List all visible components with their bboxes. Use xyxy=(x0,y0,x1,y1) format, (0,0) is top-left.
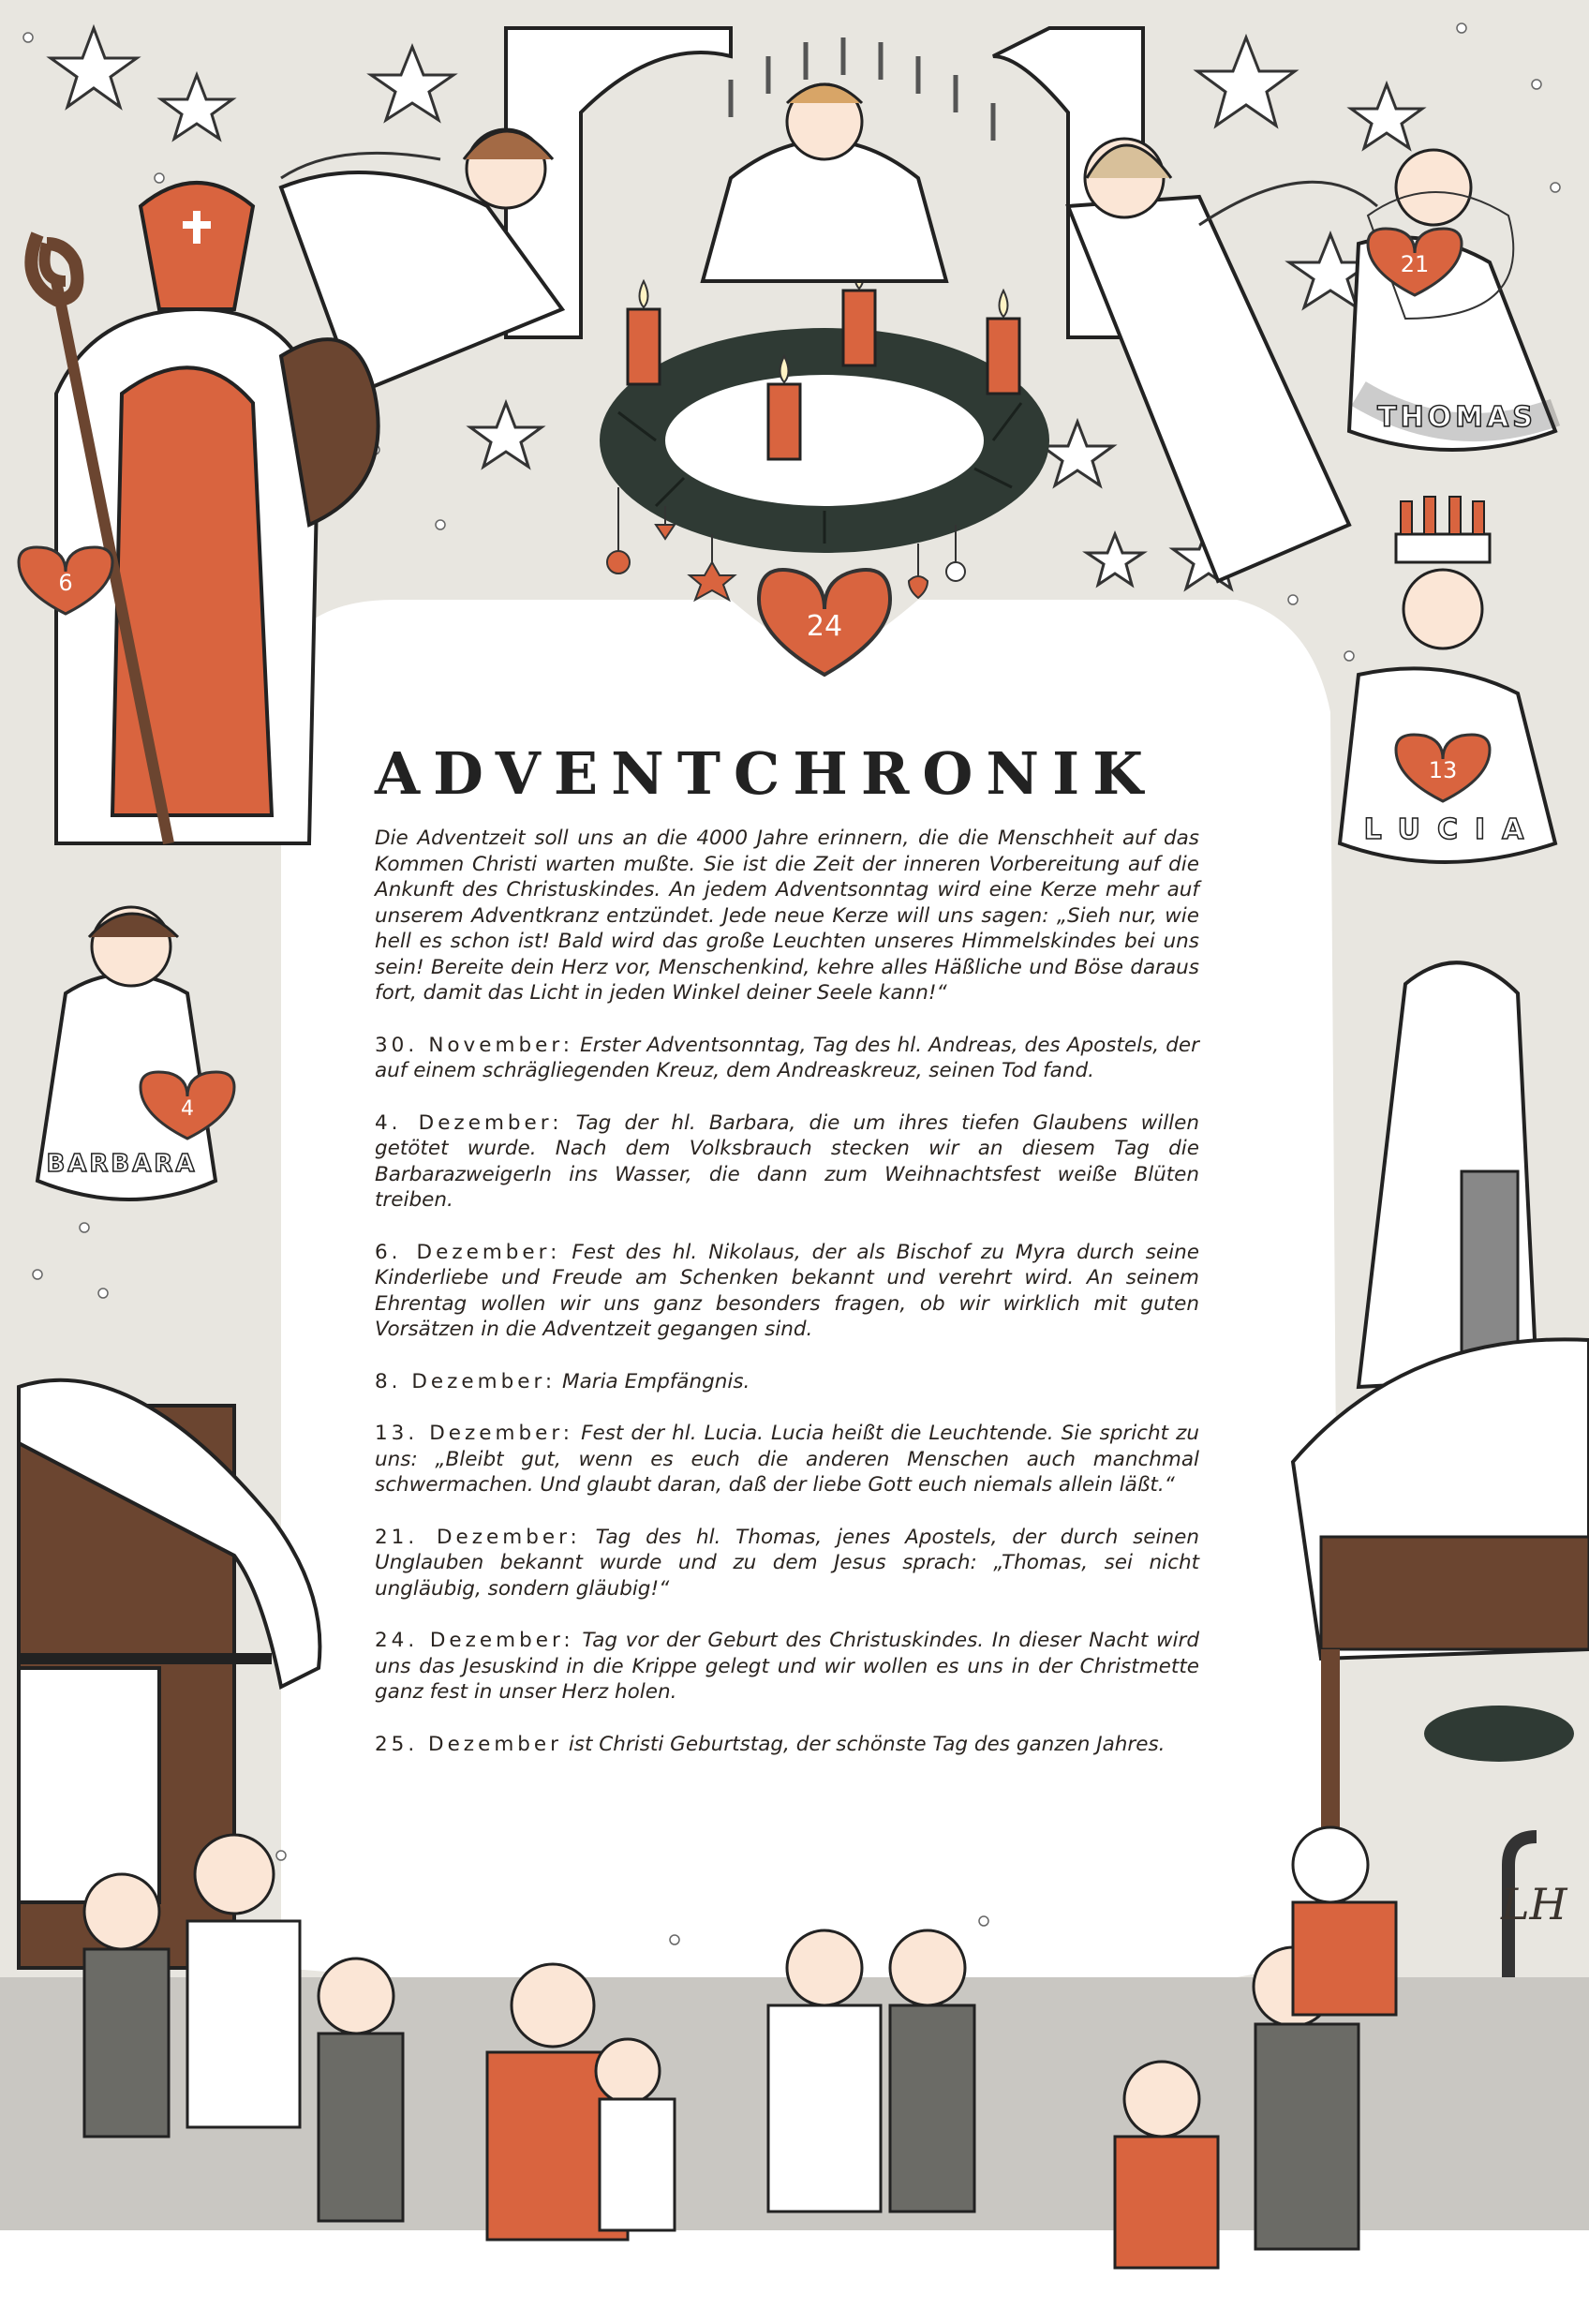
entry-text: ist Christi Geburtstag, der schönste Tag des ganzen Jahres. xyxy=(568,1732,1166,1756)
heart-label-21: 21 xyxy=(1400,251,1430,277)
entry-date: 25. Dezember xyxy=(375,1732,562,1756)
heart-label-4: 4 xyxy=(181,1097,194,1121)
entry-text: Fest der hl. Lucia. Lucia heißt die Leuchtende. Sie spricht zu uns: „Bleibt gut, wenn es euch die anderen Menschen auch manchmal schwermachen. Und glaubt daran, daß der liebe Gott euch niemals allein läßt.“ xyxy=(375,1422,1199,1497)
intro-paragraph: Die Adventzeit soll uns an die 4000 Jahre erinnern, die die Menschheit auf das Kommen Christi warten mußte. Sie ist die Zeit der inneren Vorbereitung auf die Ankunft des Christuskindes. An jedem Adventsonntag wird eine Kerze mehr auf unserem Adventkranz entzündet. Jede neue Kerze will uns sagen: „Sieh nur, wie hell es schon ist! Bald wird das große Leuchten unseres Himmelskindes bei uns sein! Bereite dein Herz vor, Menschenkind, kehre alles Häßliche und Böse daraus fort, damit das Licht in jeden Winkel deiner Seele kann!“ xyxy=(375,827,1199,1005)
entry-november-30 xyxy=(375,1033,1199,1084)
entry-date: 8. Dezember: xyxy=(375,1369,557,1393)
entry-date: 4. Dezember: xyxy=(375,1110,563,1135)
banner-barbara: BARBARA xyxy=(46,1150,198,1178)
entry-text: Tag vor der Geburt des Christuskindes. In dieser Nacht wird uns das Jesuskind in die Krippe gelegt und wir wollen es uns in der Christmette ganz fest in unser Herz holen. xyxy=(375,1629,1199,1704)
page-title: ADVENTCHRONIK xyxy=(375,739,1156,808)
entry-december-21 xyxy=(375,1525,1199,1602)
entry-date: 30. November: xyxy=(375,1033,574,1057)
entry-date: 21. Dezember: xyxy=(375,1525,581,1549)
entry-december-6 xyxy=(375,1240,1199,1343)
entry-december-13 xyxy=(375,1421,1199,1498)
heart-label-6: 6 xyxy=(58,570,73,596)
entry-date: 24. Dezember: xyxy=(375,1629,574,1652)
entry-text: Maria Empfängnis. xyxy=(562,1369,750,1393)
entry-december-24 xyxy=(375,1628,1199,1706)
entry-text: Erster Adventsonntag, Tag des hl. Andreas, des Apostels, der auf einem schrägliegenden Kreuz, dem Andreaskreuz, seinen Tod fand. xyxy=(375,1033,1199,1082)
banner-lucia: LUCIA xyxy=(1363,813,1541,846)
entry-text: Fest des hl. Nikolaus, der als Bischof zu Myra durch seine Kinderliebe und Freude am Schenken bekannt und verehrt wird. An seinem Ehrentag wollen wir uns ganz besonders fragen, ob wir wirklich mit guten Vorsätzen in die Adventzeit gegangen sind. xyxy=(375,1240,1199,1341)
chronicle-text xyxy=(375,739,1199,1783)
heart-label-24: 24 xyxy=(806,610,843,643)
entry-december-25 xyxy=(375,1732,1199,1758)
banner-thomas: THOMAS xyxy=(1377,401,1537,434)
entry-date: 13. Dezember: xyxy=(375,1422,574,1445)
artist-signature: LH xyxy=(1501,1879,1567,1929)
entry-date: 6. Dezember: xyxy=(375,1240,561,1264)
entry-text: Tag der hl. Barbara, die um ihres tiefen Glaubens willen getötet wurde. Nach dem Volksbrauch stecken wir an diesem Tag die Barbarazweigerln ins Wasser, die dann zum Weihnachtsfest weiße Blüten treiben. xyxy=(375,1110,1199,1212)
entry-december-8 xyxy=(375,1369,1199,1395)
heart-label-13: 13 xyxy=(1428,757,1458,783)
entry-december-4 xyxy=(375,1110,1199,1214)
entry-text: Tag des hl. Thomas, jenes Apostels, der durch seinen Unglauben bekannt wurde und zu dem Jesus sprach: „Thomas, sei nicht ungläubig, sondern gläubig!“ xyxy=(375,1525,1199,1601)
